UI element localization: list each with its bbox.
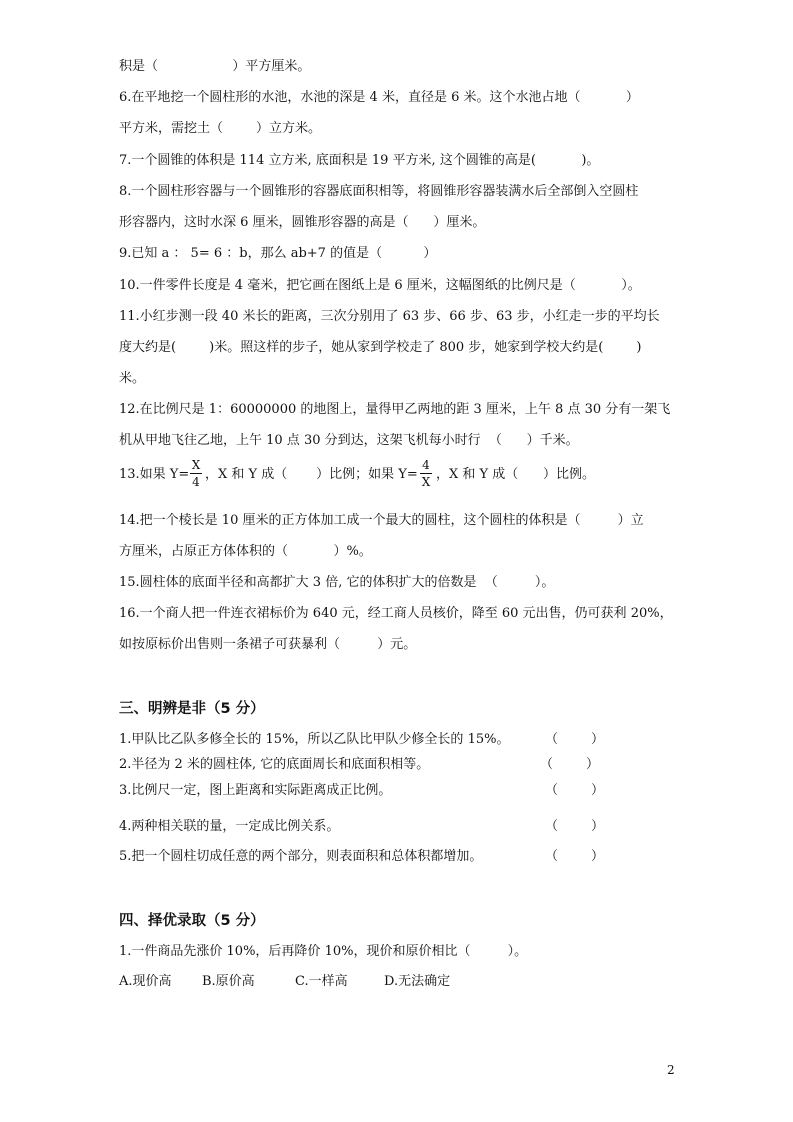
fraction-numerator: X	[191, 458, 201, 472]
true-false-3: 3.比例尺一定，图上距离和实际距离成正比例。	[119, 783, 392, 798]
answer-bracket[interactable]: （ ）	[545, 819, 605, 834]
question-10: 10.一件零件长度是 4 毫米，把它画在图纸上是 6 厘米，这幅图纸的比例尺是（ ）。	[119, 278, 641, 293]
true-false-4: 4.两种相关联的量，一定成比例关系。	[119, 819, 340, 834]
fraction-x-over-4	[190, 458, 202, 489]
true-false-5: 5.把一个圆柱切成任意的两个部分，则表面积和总体积都增加。	[119, 849, 483, 864]
answer-bracket[interactable]: （ ）	[545, 732, 605, 747]
option-d[interactable]: D.无法确定	[384, 974, 451, 989]
question-13-suffix: ，X 和 Y 成（ ）比例。	[436, 467, 596, 482]
option-a[interactable]: A.现价高	[119, 974, 172, 989]
question-14-line-1: 14.把一个棱长是 10 厘米的正方体加工成一个最大的圆柱，这个圆柱的体积是（ ）立	[119, 513, 644, 528]
question-13-middle: ，X 和 Y 成（ ）比例；如果 Y=	[205, 467, 418, 482]
fraction-bar	[190, 473, 202, 474]
question-16-line-1: 16.一个商人把一件连衣裙标价为 640 元，经工商人员核价，降至 60 元出售，仍可获利 20%，	[119, 606, 673, 621]
question-12-line-2: 机从甲地飞往乙地，上午 10 点 30 分到达，这架飞机每小时行 （ ）千米。	[119, 433, 579, 448]
question-16-line-2: 如按原标价出售则一条裙子可获暴利（ ）元。	[119, 637, 417, 652]
question-11-line-3: 米。	[119, 371, 146, 386]
question-6-line-2: 平方米，需挖土（ ）立方米。	[119, 121, 322, 136]
question-9: 9.已知 a ： 5= 6 ：b，那么 ab+7 的值是（ ）	[119, 246, 437, 261]
page-number: 2	[667, 1063, 675, 1077]
true-false-2: 2.半径为 2 米的圆柱体, 它的底面周长和底面积相等。	[119, 757, 430, 772]
question-8-line-2: 形容器内，这时水深 6 厘米，圆锥形容器的高是（ ）厘米。	[119, 215, 486, 230]
option-c[interactable]: C.一样高	[295, 974, 348, 989]
fraction-numerator: 4	[422, 458, 430, 472]
section-4-title: 四、择优录取（5 分）	[119, 913, 265, 929]
question-12-line-1: 12.在比例尺是 1：60000000 的地图上，量得甲乙两地的距 3 厘米，上午 8 点 30 分有一架飞	[119, 402, 671, 417]
section-3-title: 三、明辨是非（5 分）	[119, 701, 265, 717]
question-14-line-2: 方厘米，占原正方体体积的（ ）%。	[119, 544, 372, 559]
answer-bracket[interactable]: （ ）	[540, 757, 600, 772]
fraction-bar	[420, 473, 432, 474]
answer-bracket[interactable]: （ ）	[545, 783, 605, 798]
question-5-tail: 积是（ ）平方厘米。	[119, 59, 311, 74]
question-8-line-1: 8.一个圆柱形容器与一个圆锥形的容器底面积相等，将圆锥形容器装满水后全部倒入空圆柱	[119, 184, 639, 199]
multiple-choice-1: 1.一件商品先涨价 10%，后再降价 10%，现价和原价相比（ ）。	[119, 944, 528, 959]
fraction-denominator: 4	[192, 475, 200, 489]
question-11-line-2: 度大约是( )米。照这样的步子，她从家到学校走了 800 步，她家到学校大约是( )	[119, 340, 642, 355]
question-13-prefix: 13.如果 Y=	[119, 467, 190, 482]
question-7: 7.一个圆锥的体积是 114 立方米, 底面积是 19 平方米, 这个圆锥的高是( )。	[119, 153, 600, 168]
fraction-4-over-x	[420, 458, 432, 489]
fraction-denominator: X	[421, 475, 431, 489]
question-11-line-1: 11.小红步测一段 40 米长的距离，三次分别用了 63 步、66 步、63 步，小红走一步的平均长	[119, 309, 660, 324]
option-b[interactable]: B.原价高	[202, 974, 255, 989]
question-15: 15.圆柱体的底面半径和高都扩大 3 倍, 它的体积扩大的倍数是 （ ）。	[119, 575, 555, 590]
true-false-1: 1.甲队比乙队多修全长的 15%，所以乙队比甲队少修全长的 15%。	[119, 732, 510, 747]
answer-bracket[interactable]: （ ）	[545, 849, 605, 864]
question-6-line-1: 6.在平地挖一个圆柱形的水池，水池的深是 4 米，直径是 6 米。这个水池占地（ ）	[119, 90, 639, 105]
